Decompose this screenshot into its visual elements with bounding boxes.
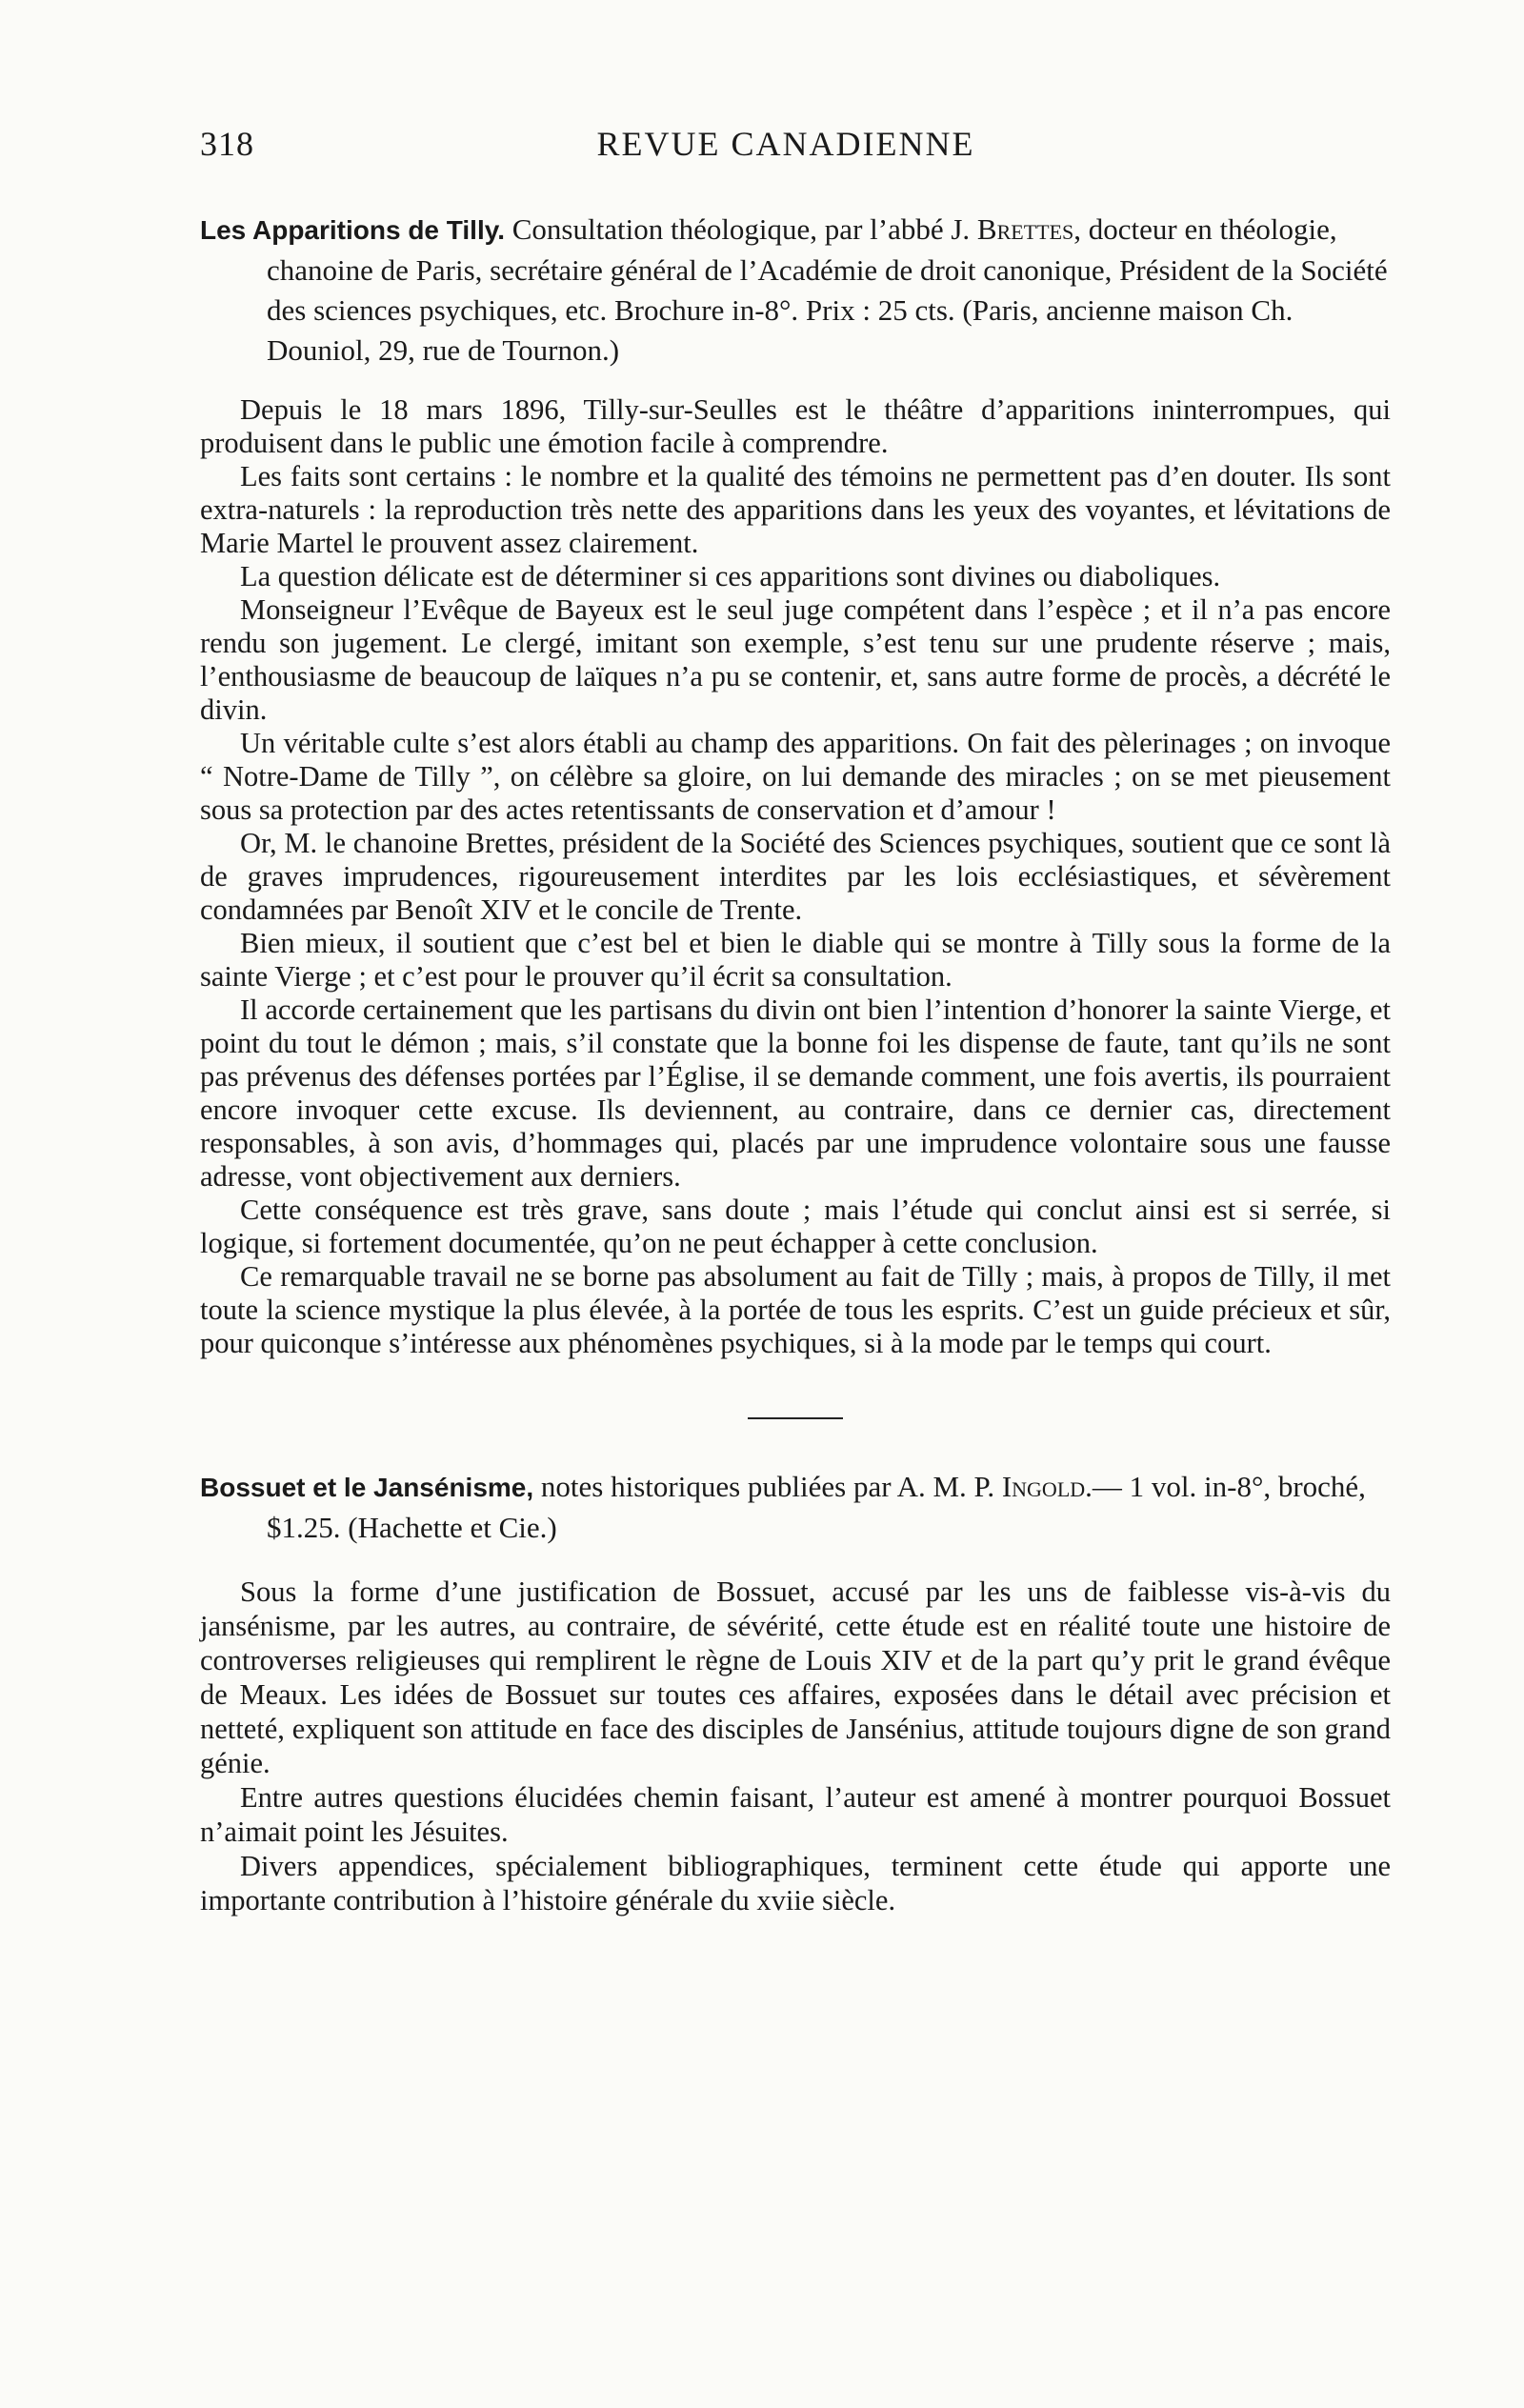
paragraph: Bien mieux, il soutient que c’est bel et bien le diable qui se montre à Tilly sous la forme de la sainte Vierge ; et c’est pour le prouver qu’il écrit sa consultation. (200, 927, 1391, 993)
book-title: Les Apparitions de Tilly. (200, 215, 505, 245)
section-divider (748, 1417, 843, 1419)
review-heading (200, 1467, 1391, 1548)
review-body (200, 393, 1391, 1360)
document-page (200, 124, 1391, 1917)
paragraph: Un véritable culte s’est alors établi au champ des apparitions. On fait des pèlerinages ; on invoque “ Notre-Dame de Tilly ”, on célèbre sa gloire, on lui demande des miracles ; on se met pieusement sous sa protection par des actes retentissants de conservation et d’amour ! (200, 727, 1391, 826)
paragraph: La question délicate est de déterminer si ces apparitions sont divines ou diaboliques. (240, 560, 1221, 592)
review-heading (200, 210, 1391, 371)
paragraph: Il accorde certainement que les partisans du divin ont bien l’intention d’honorer la sainte Vierge, et point du tout le démon ; mais, s’il constate que la bonne foi les dispense de faute, tant qu’ils ne sont pas prévenus des défenses portées par l’Église, il se demande comment, une fois avertis, ils pourraient encore invoquer cette excuse. Ils deviennent, au contraire, dans ce dernier cas, directement responsables, à son avis, d’hommages qui, placés par une imprudence volontaire sous une fausse adresse, vont objectivement aux derniers. (200, 993, 1391, 1193)
running-title: REVUE CANADIENNE (596, 125, 975, 163)
review-bossuet (200, 1467, 1391, 1917)
author-name: Brettes, (976, 212, 1082, 246)
page-number: 318 (200, 125, 254, 163)
paragraph: Divers appendices, spécialement bibliographiques, terminent cette étude qui apporte une importante contribution à l’histoire générale du xviie siècle. (200, 1850, 1391, 1916)
paragraph: Depuis le 18 mars 1896, Tilly-sur-Seulles est le théâtre d’apparitions ininterrompues, qui produisent dans le public une émotion facile à comprendre. (200, 393, 1391, 459)
paragraph: Cette conséquence est très grave, sans doute ; mais l’étude qui conclut ainsi est si serrée, si logique, si fortement documentée, qu’on ne peut échapper à cette conclusion. (200, 1194, 1391, 1259)
citation-details: docteur en théologie, chanoine de Paris, secrétaire général de l’Académie de droit canonique, Président de la Société des sciences psychiques, etc. Brochure in-8°. Prix : 25 cts. (Paris, ancienne maison Ch. Douniol, 29, rue de Tournon.) (267, 212, 1388, 367)
review-body (200, 1575, 1391, 1917)
paragraph: Entre autres questions élucidées chemin faisant, l’auteur est amené à montrer pourquoi Bossuet n’aimait point les Jésuites. (200, 1781, 1391, 1848)
review-tilly (200, 210, 1391, 1360)
paragraph: Sous la forme d’une justification de Bossuet, accusé par les uns de faiblesse vis-à-vis du jansénisme, par les autres, au contraire, de sévérité, cette étude est en réalité toute une histoire de controverses religieuses qui remplirent le règne de Louis XIV et de la part qu’y prit le grand évêque de Meaux. Les idées de Bossuet sur toutes ces affaires, exposées dans le détail avec précision et netteté, expliquent son attitude en face des disciples de Jansénius, attitude toujours digne de son grand génie. (200, 1575, 1391, 1779)
paragraph: Or, M. le chanoine Brettes, président de la Société des Sciences psychiques, soutient que ce sont là de graves imprudences, rigoureusement interdites par les lois ecclésiastiques, et sévèrement condamnées par Benoît XIV et le concile de Trente. (200, 827, 1391, 926)
page-header (200, 124, 1391, 181)
paragraph: Ce remarquable travail ne se borne pas absolument au fait de Tilly ; mais, à propos de Tilly, il met toute la science mystique la plus élevée, à la portée de tous les esprits. C’est un guide précieux et sûr, pour quiconque s’intéresse aux phénomènes psychiques, si à la mode par le temps qui court. (200, 1260, 1391, 1359)
citation-text: notes historiques publiées par A. M. P. (540, 1470, 995, 1503)
paragraph: Monseigneur l’Evêque de Bayeux est le seul juge compétent dans l’espèce ; et il n’a pas encore rendu son jugement. Le clergé, imitant son exemple, s’est tenu sur une prudente réserve ; mais, l’enthousiasme de beaucoup de laïques n’a pu se contenir, et, sans autre forme de procès, a décrété le divin. (200, 593, 1391, 726)
book-title: Bossuet et le Jansénisme, (200, 1473, 534, 1502)
citation-details: 1 vol. in-8°, broché, $1.25. (Hachette et Cie.) (267, 1470, 1366, 1544)
paragraph: Les faits sont certains : le nombre et la qualité des témoins ne permettent pas d’en douter. Ils sont extra-naturels : la reproduction très nette des apparitions dans les yeux des voyantes, et lévitations de Marie Martel le prouvent assez clairement. (200, 460, 1391, 559)
citation-text: Consultation théologique, par l’abbé J. (511, 212, 971, 246)
author-name: Ingold.— (1001, 1470, 1122, 1503)
